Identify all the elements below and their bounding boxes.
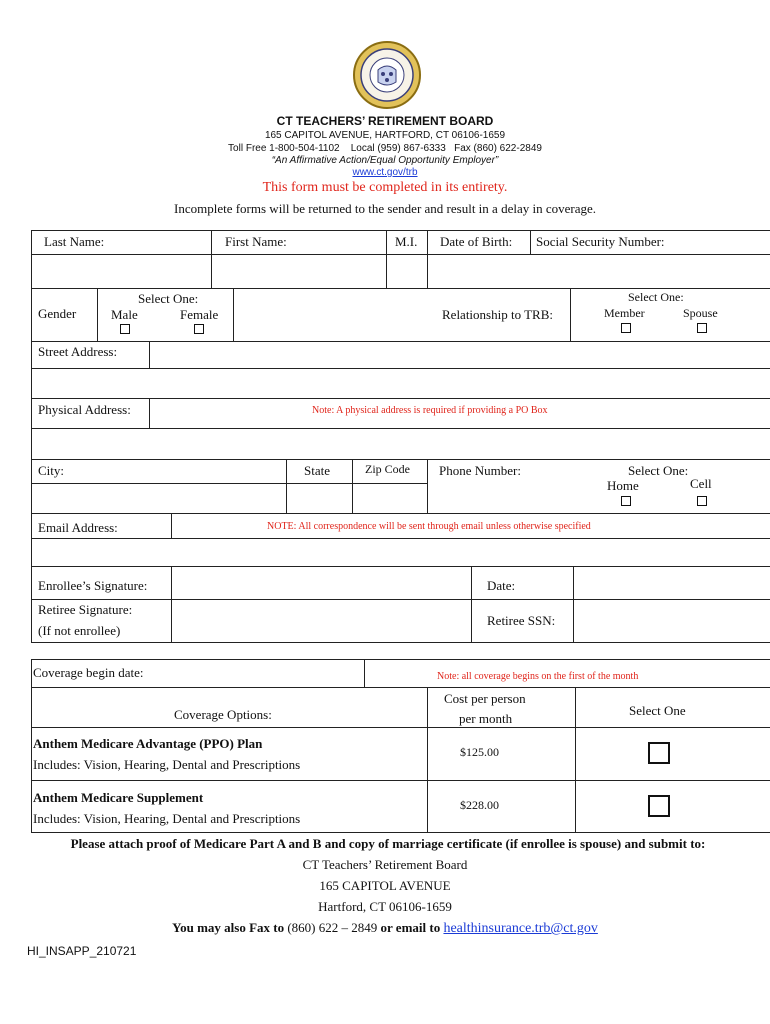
- member-checkbox[interactable]: [621, 323, 631, 333]
- coverage-note: Note: all coverage begins on the first of the month: [437, 671, 639, 682]
- plan-checkbox-supplement[interactable]: [648, 795, 670, 817]
- female-checkbox[interactable]: [194, 324, 204, 334]
- first-name-label: First Name:: [225, 234, 287, 249]
- ssn-input[interactable]: [531, 255, 770, 287]
- last-name-label: Last Name:: [44, 234, 105, 249]
- street-input[interactable]: [32, 369, 770, 397]
- plan-name: Anthem Medicare Advantage (PPO) Plan: [33, 736, 263, 751]
- spouse-checkbox[interactable]: [697, 323, 707, 333]
- notice-red: This form must be completed in its entirety.: [262, 180, 508, 195]
- female-label: Female: [180, 307, 219, 322]
- fax-line: [0, 920, 770, 937]
- attach-instructions: Please attach proof of Medicare Part A and B and copy of marriage certificate (if enrollee is spouse) and submit to:: [70, 836, 706, 851]
- city-label: City:: [38, 463, 65, 478]
- phone-label: Phone Number:: [439, 463, 521, 478]
- date-label: Date:: [487, 578, 516, 593]
- email-input[interactable]: [32, 539, 770, 565]
- ssn-label: Social Security Number:: [536, 234, 665, 249]
- retiree-ssn-label: Retiree SSN:: [487, 613, 556, 628]
- mi-input[interactable]: [387, 255, 426, 287]
- zip-label: Zip Code: [365, 462, 410, 476]
- home-checkbox[interactable]: [621, 496, 631, 506]
- fax-prefix: You may also Fax to: [172, 920, 285, 935]
- retiree-ssn-input[interactable]: [574, 600, 770, 642]
- cell-checkbox[interactable]: [697, 496, 707, 506]
- state-input[interactable]: [287, 484, 351, 512]
- fax-number: (860) 622 – 2849: [287, 920, 378, 935]
- cost-header-1: Cost per person: [444, 691, 526, 706]
- email-label: Email Address:: [38, 520, 118, 535]
- phone-select-one: Select One:: [628, 463, 689, 478]
- dob-label: Date of Birth:: [440, 234, 513, 249]
- street-label: Street Address:: [38, 344, 118, 359]
- plan-includes: Includes: Vision, Hearing, Dental and Prescriptions: [33, 811, 301, 826]
- org-name: CT TEACHERS’ RETIREMENT BOARD: [276, 114, 494, 128]
- gender-label: Gender: [38, 306, 77, 321]
- physical-label: Physical Address:: [38, 402, 131, 417]
- zip-input[interactable]: [353, 484, 426, 512]
- enrollee-sig-label: Enrollee’s Signature:: [38, 578, 148, 593]
- last-name-input[interactable]: [32, 255, 210, 287]
- notice-text: Incomplete forms will be returned to the sender and result in a delay in coverage.: [174, 201, 596, 216]
- plan-includes: Includes: Vision, Hearing, Dental and Prescriptions: [33, 757, 301, 772]
- submit-line-1: CT Teachers’ Retirement Board: [302, 857, 468, 872]
- male-checkbox[interactable]: [120, 324, 130, 334]
- form-id: HI_INSAPP_210721: [27, 944, 137, 958]
- website-link[interactable]: www.ct.gov/trb: [352, 167, 418, 178]
- coverage-begin-label: Coverage begin date:: [33, 665, 144, 680]
- male-label: Male: [111, 307, 138, 322]
- city-input[interactable]: [32, 484, 285, 512]
- fax-mid: or email to: [380, 920, 441, 935]
- first-name-input[interactable]: [212, 255, 385, 287]
- org-address: 165 CAPITOL AVENUE, HARTFORD, CT 06106-1659: [264, 130, 506, 141]
- submit-line-2: 165 CAPITOL AVENUE: [319, 878, 451, 893]
- plan-checkbox-advantage[interactable]: [648, 742, 670, 764]
- date-input[interactable]: [574, 567, 770, 598]
- cost-header-2: per month: [459, 711, 513, 726]
- dob-input[interactable]: [428, 255, 529, 287]
- trb-seal: [352, 40, 422, 110]
- physical-input[interactable]: [32, 429, 770, 458]
- select-one-header: Select One: [629, 703, 686, 718]
- plan-name: Anthem Medicare Supplement: [33, 790, 204, 805]
- member-label: Member: [604, 306, 645, 320]
- home-label: Home: [607, 478, 639, 493]
- submit-line-3: Hartford, CT 06106-1659: [318, 899, 452, 914]
- mi-label: M.I.: [395, 234, 418, 249]
- relationship-label: Relationship to TRB:: [442, 307, 553, 322]
- retiree-sig-label: Retiree Signature:: [38, 602, 133, 617]
- physical-note: Note: A physical address is required if providing a PO Box: [312, 405, 548, 416]
- plan-cost: $228.00: [460, 798, 499, 812]
- state-label: State: [304, 463, 330, 478]
- enrollee-sig-input[interactable]: [172, 567, 470, 598]
- coverage-options-header: Coverage Options:: [174, 707, 272, 722]
- spouse-label: Spouse: [683, 306, 718, 320]
- relationship-select-one: Select One:: [628, 290, 684, 304]
- org-motto: “An Affirmative Action/Equal Opportunity Employer”: [271, 155, 499, 166]
- plan-cost: $125.00: [460, 745, 499, 759]
- if-not-enrollee: (If not enrollee): [38, 623, 121, 638]
- retiree-sig-input[interactable]: [172, 600, 470, 642]
- org-phones: Toll Free 1-800-504-1102 Local (959) 867-6333 Fax (860) 622-2849: [228, 143, 542, 154]
- gender-select-one: Select One:: [138, 291, 199, 306]
- email-link[interactable]: healthinsurance.trb@ct.gov: [443, 921, 598, 936]
- email-note: NOTE: All correspondence will be sent through email unless otherwise specified: [267, 521, 591, 532]
- cell-label: Cell: [690, 476, 712, 491]
